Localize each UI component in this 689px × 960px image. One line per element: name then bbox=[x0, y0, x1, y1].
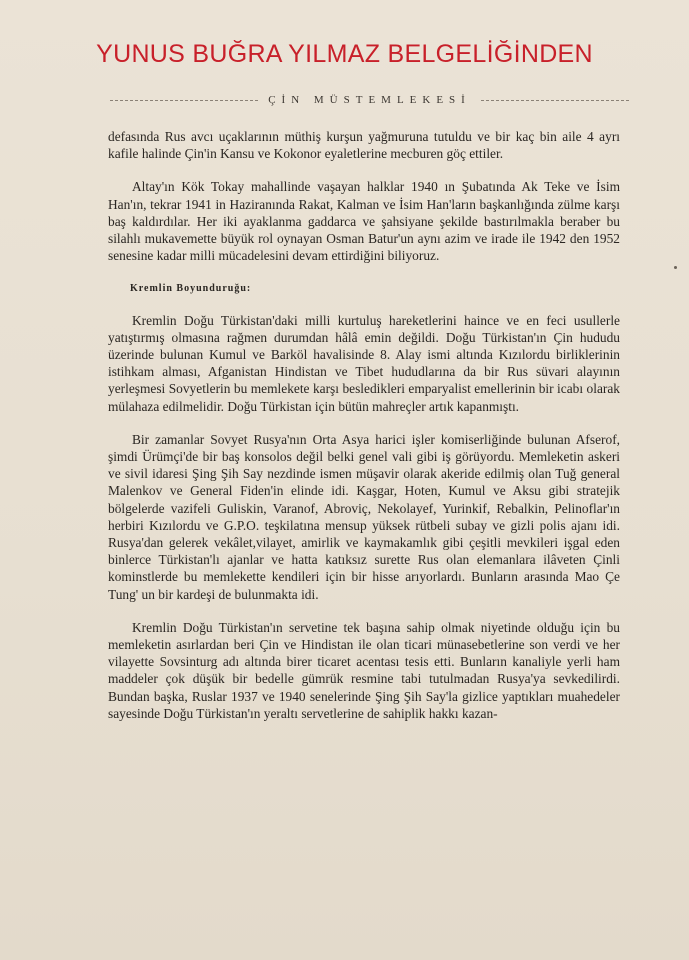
paragraph-3: Kremlin Doğu Türkistan'daki milli kurtuluş hareketlerini haince ve en feci usullerle yatıştırmış olmasına rağmen durumdan hâlâ emin değildi. Doğu Türkistan'ın Çin hududu üzerinde bulunan Kumul ve Barköl havalisinde 8. Alay ismi altında Kızılordu birliklerinin istihkam alması, Afganistan Hindistan ve Tibet hududlarına da bir Rus süvari alayının yerleşmesi Sovyetlerin bu memlekete karşı besledikleri emparyalist emellerinin bir icabı olarak mülahaza edilmelidir. Doğu Türkistan için bütün mahreçler artık kapanmıştı. bbox=[108, 312, 620, 414]
running-head bbox=[110, 94, 629, 106]
watermark-title: YUNUS BUĞRA YILMAZ BELGELİĞİNDEN bbox=[96, 40, 593, 68]
running-head-rule-left bbox=[110, 100, 258, 101]
paragraph-1: defasında Rus avcı uçaklarının müthiş kurşun yağmuruna tutuldu ve bir kaç bin aile 4 ayrı kafile halinde Çin'in Kansu ve Kokonor eyaletlerine mecburen göç ettiler. bbox=[108, 129, 620, 162]
margin-mark bbox=[674, 266, 677, 269]
running-head-text: ÇİN MÜSTEMLEKESİ bbox=[268, 94, 471, 106]
section-subheading: Kremlin Boyunduruğu: bbox=[130, 283, 252, 295]
body-text bbox=[108, 128, 620, 738]
paragraph-5: Kremlin Doğu Türkistan'ın servetine tek başına sahip olmak niyetinde olduğu için bu memleketin asırlardan beri Çin ve Hindistan ile olan ticari münasebetlerine son verdi ve her vilayette Sovsinturg adı altında birer ticaret acentası tesis etti. Bunların kanaliyle yerli ham maddeler çok düşük bir bedelle gümrük resmine tabi tutulmadan Rusya'ya sevkedilirdi. Bundan başka, Ruslar 1937 ve 1940 senelerinde Şing Şih Say'la gizlice yaptıkları muahedeler sayesinde Doğu Türkistan'ın yeraltı servetlerine de sahiplik hakkı kazan- bbox=[108, 619, 620, 721]
running-head-rule-right bbox=[481, 100, 629, 101]
paragraph-2: Altay'ın Kök Tokay mahallinde vaşayan halklar 1940 ın Şubatında Ak Teke ve İsim Han'ın, tekrar 1941 in Haziranında Rakat, Kalman ve İsim Han'ların başkanlığında zülme karşı baş kaldırdılar. Her iki ayaklanma gaddarca ve şahsiyane şekilde bastırılmakla beraber bu silahlı mukavemette büyük rol oynayan Osman Batur'un aynı azim ve irade ile 1942 den 1952 senesine kadar milli mücadelesini devam ettirdiğini biliyoruz. bbox=[108, 179, 620, 264]
paragraph-4: Bir zamanlar Sovyet Rusya'nın Orta Asya harici işler komiserliğinde bulunan Afserof, şimdi Ürümçi'de bir baş konsolos değil belki genel vali gibi iş görüyordu. Memleketin askeri ve sivil idaresi Şing Şih Say nezdinde ismen müşavir olarak akeride edilmiş olan Tuğ general Malenkov ve General Fiden'in elinde idi. Kaşgar, Hoten, Kumul ve Aksu gibi stratejik bölgelerde vazifeli Guliskin, Varanof, Abroviç, Nekolayef, Yurinkif, Rebalkin, Pelinoflar'ın herbiri Kızılordu ve G.P.O. teşkilatına mensup yüksek rütbeli subay ve gizli polis ajanı idi. Rusya'dan gelerek vekâlet,vilayet, amirlik ve kaymakamlık gibi çeşitli mevkileri işgal eden binlerce Türkistan'lı ajanlar ve hatta katıksız surette Rus olan elemanlara ilâveten Çinli kominstlerde bu memlekette kendileri için bir hisse arıyorlardı. Bunların arasında Mao Çe Tung' un bir kardeşi de bulunmakta idi. bbox=[108, 431, 620, 602]
